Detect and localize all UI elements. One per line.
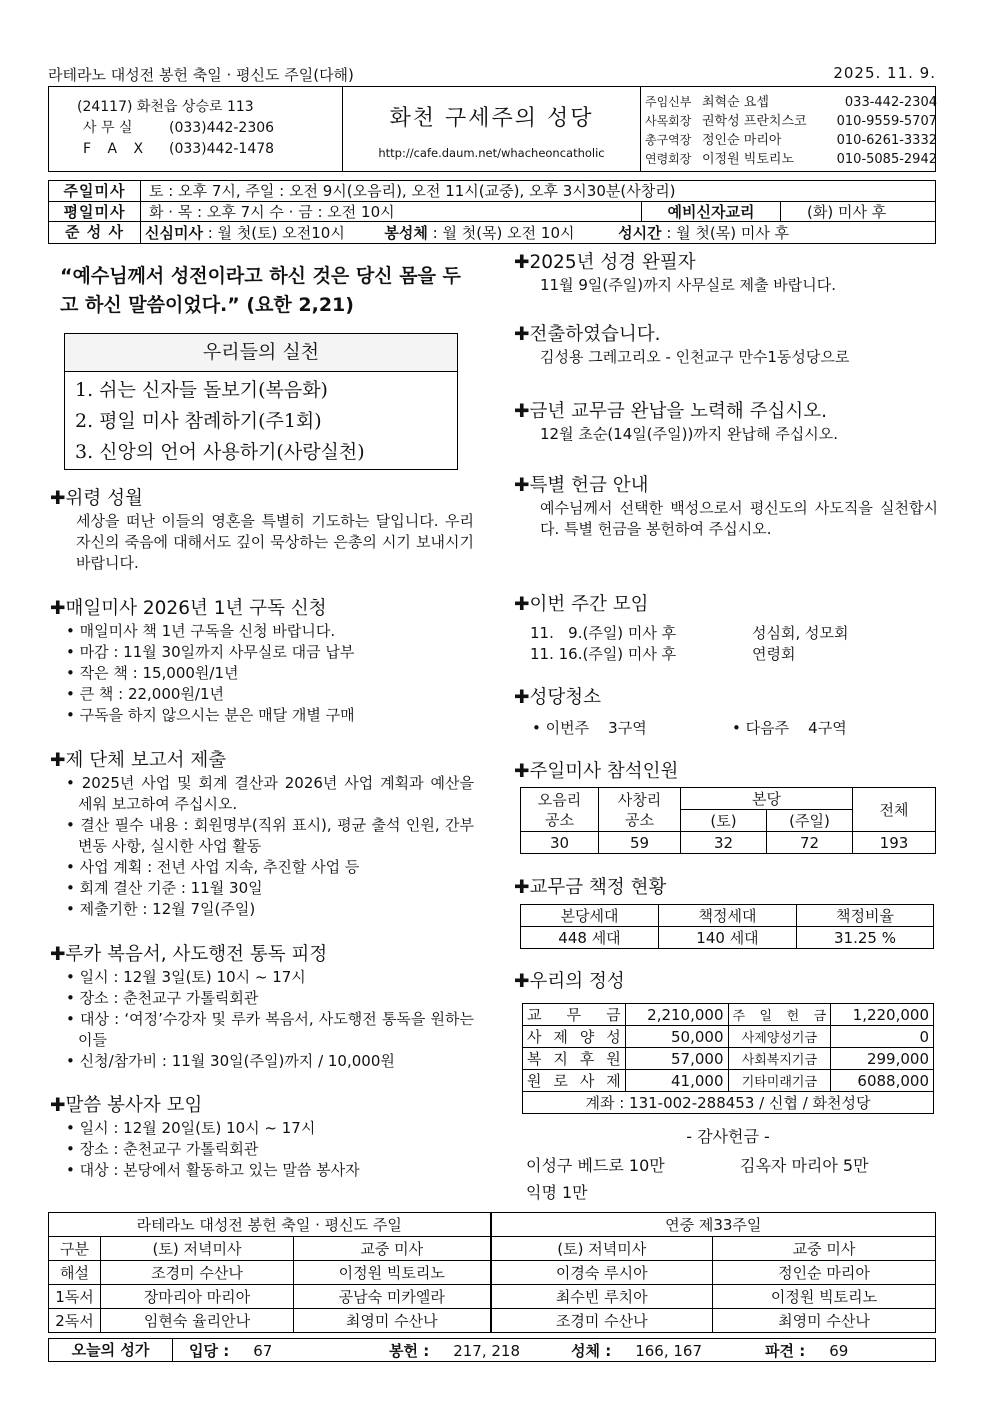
section-title: ✚제 단체 보고서 제출 xyxy=(50,750,227,771)
section-bible-copy: ✚2025년 성경 완필자 11월 9일(주일)까지 사무실로 제출 바랍니다. xyxy=(514,252,837,294)
table-row: 복 지 후 원 57,000 사회복지기금 299,000 xyxy=(523,1048,934,1070)
sunday-mass-row: 주일미사 토 : 오후 7시, 주일 : 오전 9시(오음리), 오전 11시(교중), 오후 3시30분(사창리) xyxy=(49,181,935,202)
parish-name: 화천 구세주의 성당 xyxy=(389,106,594,131)
hymns-label: 오늘의 성가 xyxy=(49,1339,173,1361)
section-title: ✚매일미사 2026년 1년 구독 신청 xyxy=(50,598,327,619)
section-daily-missal xyxy=(50,597,474,726)
list-item: • 대상 : 본당에서 활동하고 있는 말씀 봉사자 xyxy=(66,1161,360,1179)
list-item: • 큰 책 : 22,000원/1년 xyxy=(66,685,225,703)
meeting-row: 11. 16.(주일) 미사 후 연령회 xyxy=(530,645,796,663)
fax-label: F A X xyxy=(83,141,150,157)
catechism-label: 예비신자교리 xyxy=(641,202,781,222)
section-word-ministers xyxy=(50,1094,474,1181)
bulletin-topline xyxy=(48,64,936,86)
gospel-quote: “예수님께서 성전이라고 하신 것은 당신 몸을 두고 하신 말씀이었다.” (요한 2,21) xyxy=(60,265,461,316)
table-row: 교 무 금 2,210,000 주 일 헌 금 1,220,000 xyxy=(523,1004,934,1026)
parish-header xyxy=(48,86,936,172)
section-dues: ✚금년 교무금 완납을 노력해 주십시오. 12월 초순(14일(주일))까지 완납해 주십시오. xyxy=(514,401,839,443)
practice-item: 1. 쉬는 신자들 돌보기(복음화) xyxy=(75,379,328,401)
parish-url[interactable]: http://cafe.daum.net/whacheoncatholic xyxy=(378,146,605,160)
table-row: 2독서 임현숙 율리안나 최영미 수산나 조경미 수산나 최영미 수산나 xyxy=(49,1309,936,1333)
list-item: • 마감 : 11월 30일까지 사무실로 대금 납부 xyxy=(66,643,355,661)
table-row: 해설 조경미 수산나 이정원 빅토리노 이경숙 루시아 정인순 마리아 xyxy=(49,1261,936,1285)
list-item: • 일시 : 12월 3일(토) 10시 ~ 17시 xyxy=(66,968,306,986)
bulletin-date: 2025. 11. 9. xyxy=(833,64,936,82)
office-phone: (033)442-2306 xyxy=(169,120,275,136)
list-item: • 제출기한 : 12월 7일(주일) xyxy=(66,900,256,918)
list-item: • 결산 필수 내용 : 회원명부(직위 표시), 평균 출석 인원, 간부 변동 사항, 실시한 사업 활동 xyxy=(66,816,474,855)
list-item: • 장소 : 춘천교구 가톨릭회관 xyxy=(66,989,259,1007)
account-info: 계좌 : 131-002-288453 / 신협 / 화천성당 xyxy=(523,1092,934,1114)
list-item: • 장소 : 춘천교구 가톨릭회관 xyxy=(66,1140,259,1158)
section-title: ✚말씀 봉사자 모임 xyxy=(50,1095,203,1116)
section-special-collection: ✚특별 헌금 안내 예수님께서 선택한 백성으로서 평신도의 사도직을 실천합시다. 특별 헌금을 봉헌하여 주십시오. xyxy=(514,475,938,538)
section-cleaning: ✚성당청소 • 이번주 3구역 • 다음주 4구역 xyxy=(514,687,847,737)
attendance-table: 오음리 공소 사창리 공소 본당 전체 (토) (주일) 30 59 32 72 193 xyxy=(520,787,936,854)
today-hymns: 오늘의 성가 입당 : 67 봉헌 : 217, 218 성체 : 166, 167 파견 : 69 xyxy=(48,1338,936,1362)
section-title: ✚위령 성월 xyxy=(50,488,143,509)
meeting-row: 11. 9.(주일) 미사 후 성심회, 성모회 xyxy=(530,624,849,642)
mass-schedule xyxy=(48,180,936,244)
list-item: • 회계 결산 기준 : 11월 30일 xyxy=(66,879,263,897)
parish-title-box xyxy=(343,87,641,171)
thanks-list: 이성구 베드로 10만 김옥자 마리아 5만 익명 1만 xyxy=(526,1156,869,1202)
staff-list xyxy=(645,93,937,169)
section-transfer: ✚전출하였습니다. 김성용 그레고리오 - 인천교구 만수1동성당으로 xyxy=(514,324,850,366)
practice-title: 우리들의 실천 xyxy=(65,334,457,372)
staff-row: 사목회장 권학성 프란치스코 010-9559-5707 xyxy=(645,114,937,129)
table-row: 사 제 양 성 50,000 사제양성기금 0 xyxy=(523,1026,934,1048)
practice-box xyxy=(64,333,458,470)
roster-right-title: 연중 제33주일 xyxy=(491,1213,936,1237)
section-meetings: ✚이번 주간 모임 11. 9.(주일) 미사 후 성심회, 성모회 11. 16.(주일) 미사 후 연령회 xyxy=(514,593,938,665)
dues-status-table: 본당세대 책정세대 책정비율 448 세대 140 세대 31.25 % xyxy=(520,904,934,949)
section-reports xyxy=(50,749,474,920)
staff-row: 총구역장 정인순 마리아 010-6261-3332 xyxy=(645,133,937,148)
address: (24117) 화천읍 상승로 113 xyxy=(77,99,254,115)
section-dues-status-title: ✚교무금 책정 현황 xyxy=(514,877,667,898)
parish-contact xyxy=(49,87,343,171)
section-retreat xyxy=(50,943,474,1072)
list-item: • 대상 : ‘여정’수강자 및 루카 복음서, 사도행전 통독을 원하는 이들 xyxy=(66,1010,474,1049)
list-item: • 일시 : 12월 20일(토) 10시 ~ 17시 xyxy=(66,1119,316,1137)
table-row: 1독서 장마리아 마리아 공남숙 미카엘라 최수빈 루치아 이정원 빅토리노 xyxy=(49,1285,936,1309)
list-item: • 사업 계획 : 전년 사업 지속, 추진할 사업 등 xyxy=(66,858,360,876)
section-all-souls: ✚위령 성월 세상을 떠난 이들의 영혼을 특별히 기도하는 달입니다. 우리 자신의 죽음에 대해서도 깊이 묵상하는 은총의 시기 보내시기 바랍니다. xyxy=(50,488,474,572)
list-item: • 구독을 하지 않으시는 분은 매달 개별 구매 xyxy=(66,706,355,724)
list-item: • 신청/참가비 : 11월 30일(주일)까지 / 10,000원 xyxy=(66,1052,395,1070)
sacrament-row: 준 성 사 신심미사 : 월 첫(토) 오전10시 봉성체 : 월 첫(목) 오전 10시 성시간 : 월 첫(목) 미사 후 xyxy=(49,222,935,243)
list-item: • 2025년 사업 및 회계 결산과 2026년 사업 계획과 예산을 세워 보고하여 주십시오. xyxy=(66,774,474,813)
practice-item: 2. 평일 미사 참례하기(주1회) xyxy=(75,410,322,432)
section-offerings-title: ✚우리의 정성 xyxy=(514,971,625,992)
offerings-table xyxy=(522,1003,934,1114)
practice-item: 3. 신앙의 언어 사용하기(사랑실천) xyxy=(75,441,365,463)
list-item: • 매일미사 책 1년 구독을 신청 바랍니다. xyxy=(66,622,336,640)
weekday-mass-row: 평일미사 화 · 목 : 오후 7시 수 · 금 : 오전 10시 예비신자교리 (화) 미사 후 xyxy=(49,202,935,223)
staff-row: 주임신부 최혁순 요셉 033-442-2304 xyxy=(645,95,937,110)
fax-number: (033)442-1478 xyxy=(169,141,275,157)
list-item: • 작은 책 : 15,000원/1년 xyxy=(66,664,239,682)
liturgy-roster: 라테라노 대성전 봉헌 축일 · 평신도 주일 연중 제33주일 구분 (토) 저녁미사 교중 미사 (토) 저녁미사 교중 미사 해설 조경미 수산나 이정원 빅토리노 이경숙 루시아 정인순 마리아 1독서 장마리아 마리아 공남숙 미카엘라 최수빈 루치아 이정원 빅토리노 2독서 임현숙 율리안나 최영미 수산나 조경미 수산나 최영미 수산나 xyxy=(48,1212,936,1333)
roster-left-title: 라테라노 대성전 봉헌 축일 · 평신도 주일 xyxy=(49,1213,491,1237)
table-row: 원 로 사 제 41,000 기타미래기금 6088,000 xyxy=(523,1070,934,1092)
staff-row: 연령회장 이정원 빅토리노 010-5085-2942 xyxy=(645,152,937,167)
catechism-value: (화) 미사 후 xyxy=(807,202,887,221)
section-attendance-title: ✚주일미사 참석인원 xyxy=(514,761,679,782)
office-label: 사 무 실 xyxy=(83,120,133,136)
liturgical-day: 라테라노 대성전 봉헌 축일 · 평신도 주일(다해) xyxy=(48,66,354,84)
thanks-title: - 감사헌금 - xyxy=(686,1127,770,1146)
section-title: ✚루카 복음서, 사도행전 통독 피정 xyxy=(50,944,328,965)
